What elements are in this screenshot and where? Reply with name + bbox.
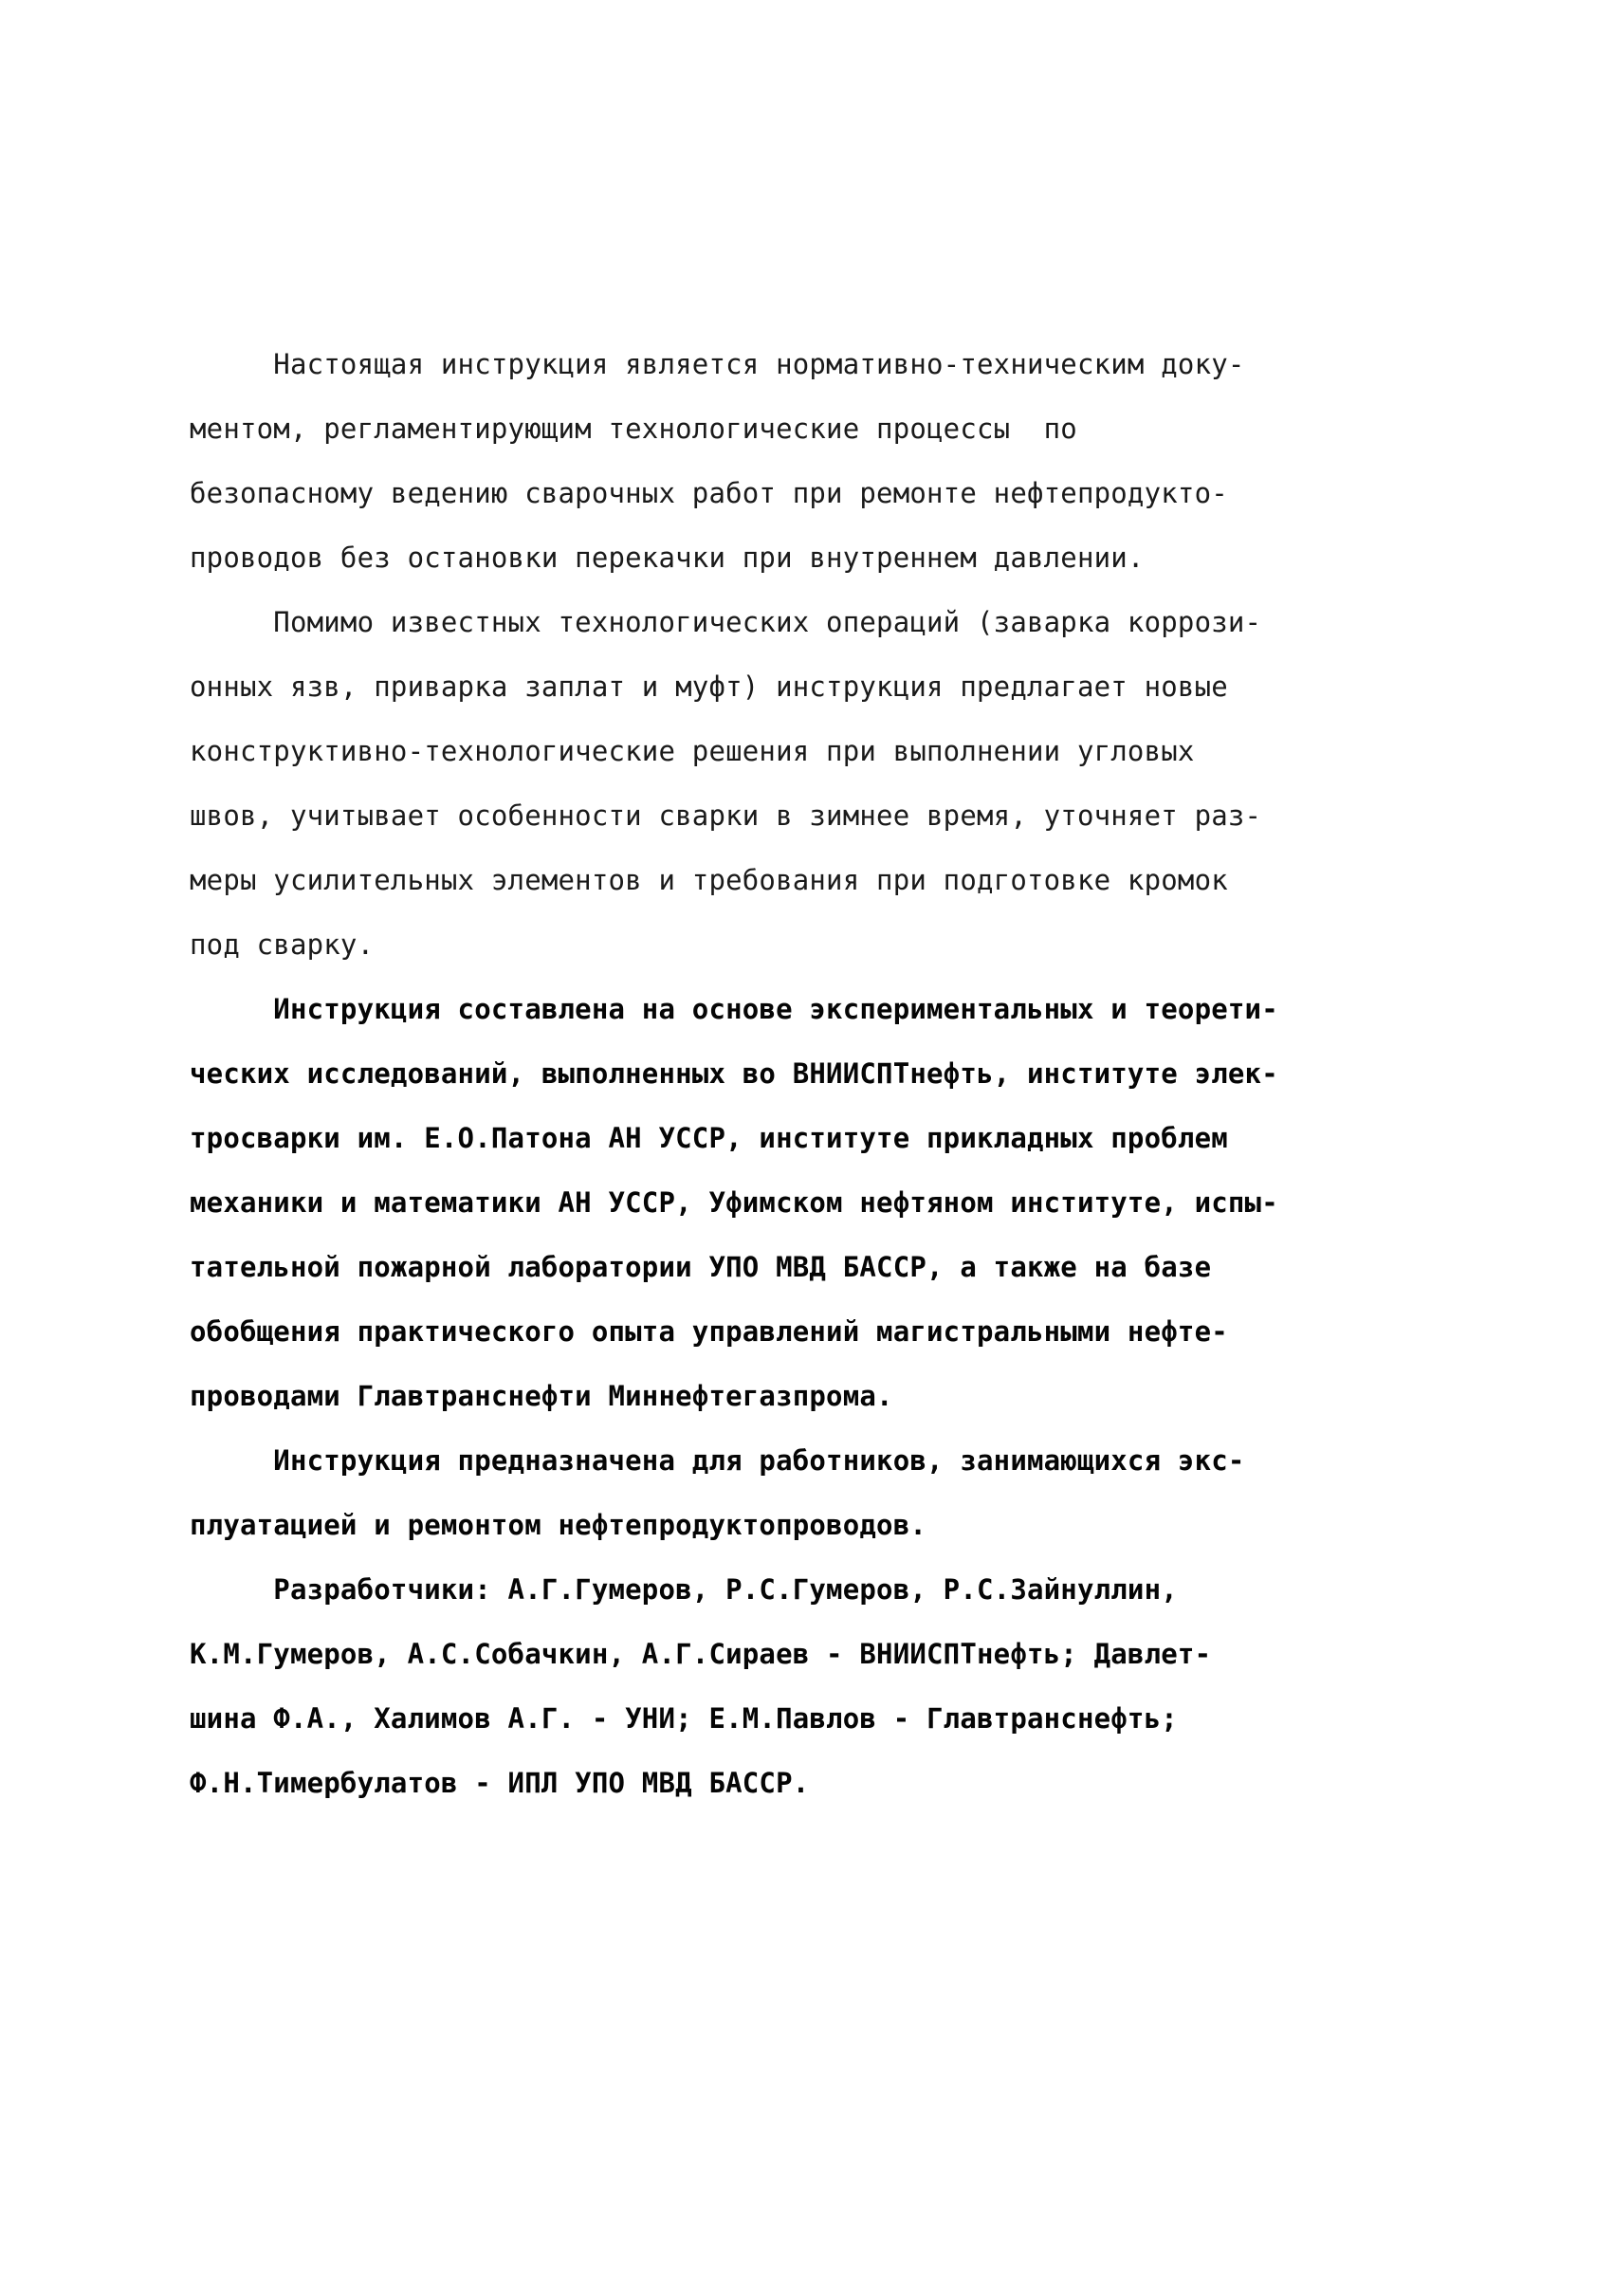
text-line: тросварки им. Е.О.Патона АН УССР, институте прикладных проблем (190, 1122, 1228, 1154)
text-line: проводами Главтранснефти Миннефтегазпрома. (190, 1380, 893, 1412)
text-line: механики и математики АН УССР, Уфимском нефтяном институте, испы- (190, 1186, 1278, 1219)
text-line: безопасному ведению сварочных работ при ремонте нефтепродукто- (190, 477, 1228, 509)
text-line: обобщения практического опыта управлений магистральными нефте- (190, 1315, 1228, 1348)
text-line: конструктивно-технологические решения при выполнении угловых (190, 735, 1195, 767)
document-body (190, 332, 1441, 1815)
text-line: ческих исследований, выполненных во ВНИИСПТнефть, институте элек- (190, 1057, 1278, 1090)
text-line: меры усилительных элементов и требования при подготовке кромок (190, 864, 1228, 896)
text-line: плуатацией и ремонтом нефтепродуктопроводов. (190, 1509, 927, 1541)
text-line: тательной пожарной лаборатории УПО МВД БАССР, а также на базе (190, 1251, 1212, 1283)
text-line: Настоящая инструкция является нормативно-техническим доку- (190, 348, 1245, 380)
text-line: швов, учитывает особенности сварки в зимнее время, уточняет раз- (190, 799, 1262, 832)
text-line: Ф.Н.Тимербулатов - ИПЛ УПО МВД БАССР. (190, 1767, 810, 1799)
text-line: ментом, регламентирующим технологические процессы по (190, 413, 1077, 445)
paragraph-purpose (190, 332, 1441, 590)
paragraph-authors (190, 1557, 1441, 1815)
text-line: онных язв, приварка заплат и муфт) инструкция предлагает новые (190, 670, 1228, 703)
text-line: Помимо известных технологических операций (заварка коррози- (190, 606, 1262, 638)
text-line: К.М.Гумеров, А.С.Собачкин, А.Г.Сираев - ВНИИСПТнефть; Давлет- (190, 1638, 1212, 1670)
text-line: проводов без остановки перекачки при внутреннем давлении. (190, 542, 1145, 574)
paragraph-basis (190, 977, 1441, 1428)
text-line: Инструкция составлена на основе экспериментальных и теорети- (190, 993, 1278, 1025)
paragraph-scope (190, 590, 1441, 977)
text-line: Разработчики: А.Г.Гумеров, Р.С.Гумеров, Р.С.Зайнуллин, (190, 1573, 1178, 1606)
text-line: шина Ф.А., Халимов А.Г. - УНИ; Е.М.Павлов - Главтранснефть; (190, 1702, 1178, 1735)
paragraph-audience (190, 1428, 1441, 1557)
text-line: Инструкция предназначена для работников, занимающихся экс- (190, 1444, 1245, 1477)
text-line: под сварку. (190, 928, 375, 961)
